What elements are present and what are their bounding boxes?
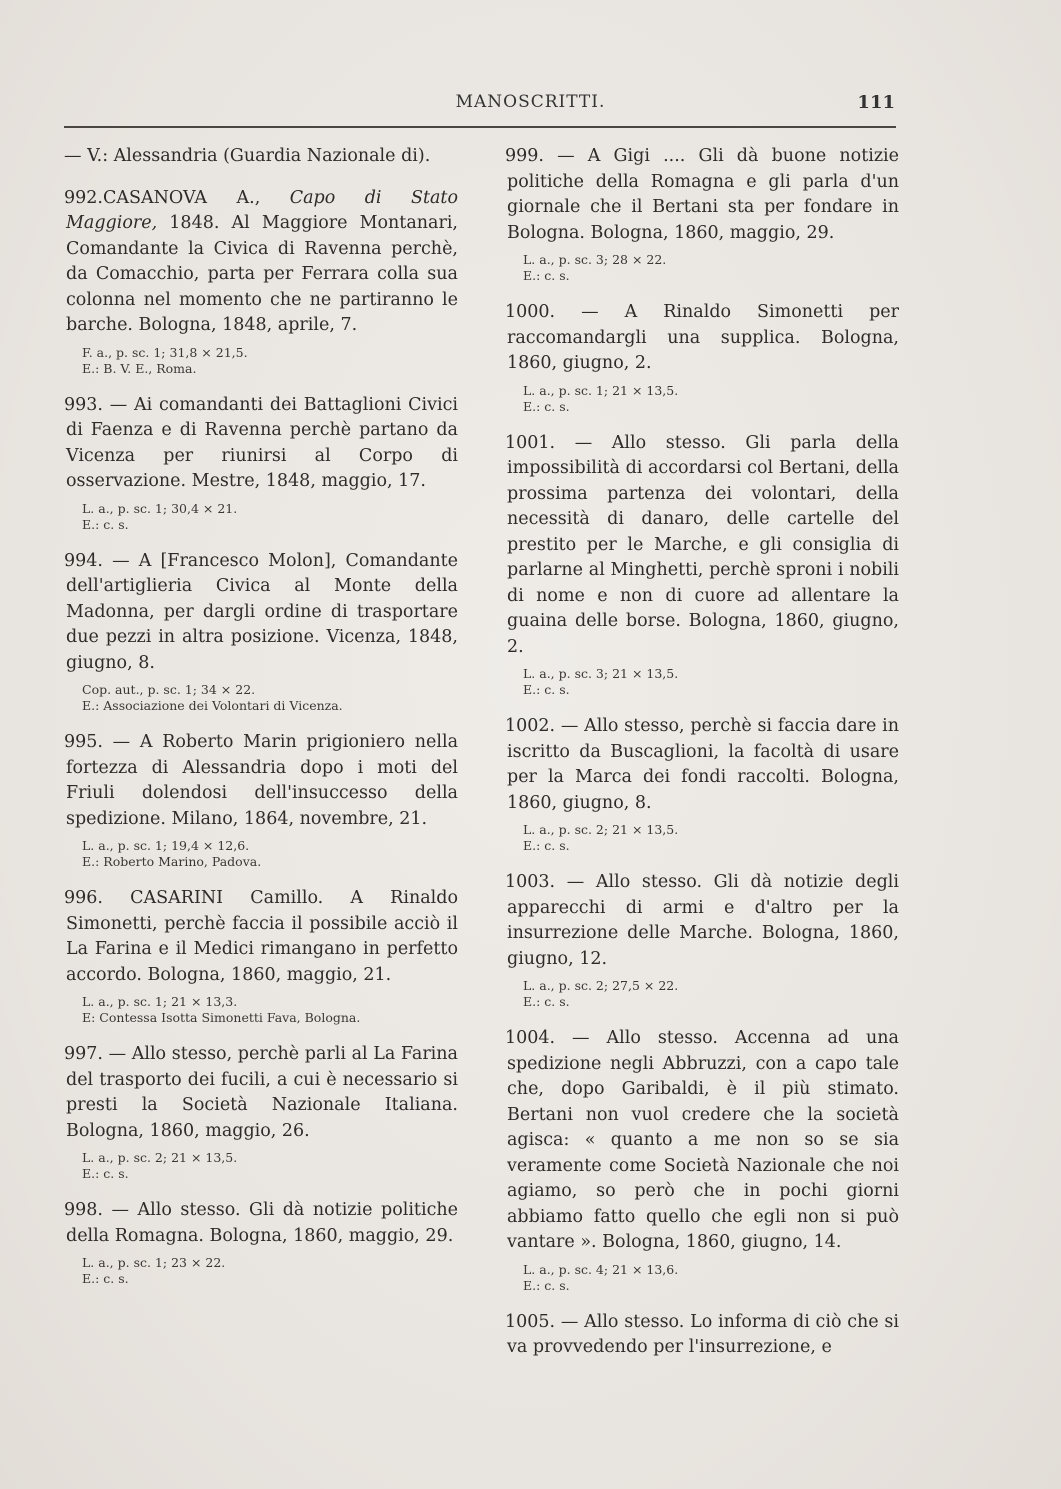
entry-body: — Allo stesso. Gli dà notizie degli apparecchi di armi e d'altro per la insurrezione delle Marche. Bologna, 1860, giugno, 12. — [507, 872, 899, 969]
catalog-entry — [507, 431, 899, 699]
entry-number: 995. — [64, 732, 103, 752]
entry-meta — [66, 994, 458, 1026]
entry-number: 1004. — [505, 1028, 556, 1048]
entry-text — [507, 870, 899, 972]
entry-meta-line: E.: c. s. — [82, 1271, 129, 1286]
entry-text — [507, 1310, 899, 1361]
entry-meta-line: L. a., p. sc. 1; 19,4 × 12,6. — [82, 838, 250, 853]
entry-meta-line: E.: c. s. — [82, 516, 129, 532]
entry-meta-line: E.: B. V. E., Roma. — [82, 360, 197, 376]
catalog-entry — [507, 1310, 899, 1361]
entry-meta — [507, 252, 899, 284]
catalog-entry — [66, 1042, 458, 1182]
running-title: MANOSCRITTI. — [455, 92, 606, 112]
entry-body: — V.: Alessandria (Guardia Nazionale di). — [64, 146, 431, 166]
entry-meta-line: E.: c. s. — [523, 1277, 570, 1293]
entry-meta-line: E.: c. s. — [523, 268, 570, 283]
catalog-entry — [66, 1198, 458, 1287]
entry-text — [66, 1042, 458, 1144]
entry-number: 1001. — [505, 432, 556, 453]
entry-meta-line: L. a., p. sc. 1; 21 × 13,3. — [82, 994, 238, 1009]
entry-number: 1000. — [505, 302, 556, 322]
entry-number: 997. — [64, 1044, 103, 1064]
entry-text — [66, 886, 458, 988]
entry-body: — Ai comandanti dei Battaglioni Civici di Faenza e di Ravenna perchè partano da Vicenza per riunirsi al Corpo di osservazione. Mestre, 1848, maggio, 17. — [66, 394, 458, 491]
entry-text — [66, 393, 458, 495]
entry-meta-line: E.: Roberto Marino, Padova. — [82, 854, 262, 869]
entry-meta-line: E.: c. s. — [523, 838, 570, 853]
catalog-entry — [66, 186, 458, 377]
entry-meta — [66, 1150, 458, 1182]
entry-meta-line: E.: c. s. — [82, 1166, 129, 1181]
entry-body: — Allo stesso. Gli dà notizie politiche della Romagna. Bologna, 1860, maggio, 29. — [66, 1200, 458, 1246]
entry-meta-line: E.: c. s. — [523, 398, 570, 414]
entry-meta — [507, 1262, 899, 1294]
catalog-entry — [66, 144, 458, 170]
entry-meta — [66, 1255, 458, 1287]
entry-text — [507, 1026, 899, 1256]
entry-meta-line: L. a., p. sc. 4; 21 × 13,6. — [523, 1261, 679, 1277]
entry-meta-line: F. a., p. sc. 1; 31,8 × 21,5. — [82, 344, 248, 360]
entry-body: CASARINI Camillo. A Rinaldo Simonetti, perchè faccia il possibile acciò il La Farina e il Medici rimangano in perfetto accordo. Bologna, 1860, maggio, 21. — [66, 888, 458, 985]
catalog-entry — [66, 393, 458, 533]
entry-text — [507, 714, 899, 816]
entry-text — [507, 144, 899, 246]
entry-number: 994. — [64, 550, 103, 571]
entry-meta-line: L. a., p. sc. 2; 27,5 × 22. — [523, 978, 679, 993]
entry-meta — [66, 682, 458, 714]
entry-body: — A Gigi .... Gli dà buone notizie politiche della Romagna e gli parla d'un giornale che il Bertani sta per fondare in Bologna. Bologna, 1860, maggio, 29. — [507, 146, 899, 243]
catalog-entry — [66, 730, 458, 870]
entry-body: — A [Francesco Molon], Comandante dell'artiglieria Civica al Monte della Madonna, per dargli ordine di trasportare due pezzi in altra posizione. Vicenza, 1848, giugno, 8. — [66, 550, 458, 673]
entry-body: — Allo stesso, perchè parli al La Farina del trasporto dei fucili, a cui è necessario si presti la Società Nazionale Italiana. Bologna, 1860, maggio, 26. — [66, 1044, 458, 1141]
entry-meta — [507, 666, 899, 698]
entry-body: — Allo stesso. Accenna ad una spedizione negli Abbruzzi, con a capo tale che, dopo Garibaldi, è il più stimato. Bertani non vuol credere che la società agisca: « quanto a me non so se sia veramente come Società Nazionale che noi agiamo, so però che in pochi giorni abbiamo fatto quello che egli non si può vantare ». Bologna, 1860, giugno, 14. — [507, 1028, 899, 1252]
entry-text — [66, 1198, 458, 1249]
catalog-entry — [66, 549, 458, 715]
entry-number: 1002. — [505, 716, 556, 736]
entry-text — [66, 144, 458, 170]
entry-text — [66, 730, 458, 832]
catalog-entry — [507, 1026, 899, 1294]
entry-meta-line: L. a., p. sc. 3; 28 × 22. — [523, 252, 667, 267]
entry-meta-line: L. a., p. sc. 1; 21 × 13,5. — [523, 382, 679, 398]
entry-meta-line: L. a., p. sc. 3; 21 × 13,5. — [523, 666, 679, 681]
entry-number: 996. — [64, 888, 103, 908]
left-column — [66, 144, 458, 1303]
entry-meta — [507, 978, 899, 1010]
entry-body: — A Roberto Marin prigioniero nella fortezza di Alessandria dopo i moti del Friuli dolendosi dell'insuccesso della spedizione. Milano, 1864, novembre, 21. — [66, 732, 458, 829]
catalog-entry — [507, 714, 899, 854]
entry-body: — A Rinaldo Simonetti per raccomandargli una supplica. Bologna, 1860, giugno, 2. — [507, 302, 899, 373]
entry-body: — Allo stesso, perchè si faccia dare in iscritto da Buscaglioni, la facoltà di usare per la Marca dei fondi raccolti. Bologna, 1860, giugno, 8. — [507, 716, 899, 813]
entry-meta-line: L. a., p. sc. 1; 30,4 × 21. — [82, 500, 238, 516]
entry-meta — [507, 822, 899, 854]
catalog-entry — [507, 870, 899, 1010]
entry-body: — Allo stesso. Gli parla della impossibilità di accordarsi col Bertani, della prossima partenza dei volontari, della necessità di danaro, delle cartelle del prestito per le Marche, e gli consiglia di parlarne al Minghetti, perchè sproni i nobili di nome e non di cuore ad allentare la guaina delle borse. Bologna, 1860, giugno, 2. — [507, 432, 899, 657]
entry-text — [66, 186, 458, 339]
entry-meta — [66, 838, 458, 870]
entry-meta-line: E.: Associazione dei Volontari di Vicenza. — [82, 698, 343, 713]
catalog-entry — [507, 300, 899, 415]
catalog-entry — [66, 886, 458, 1026]
entry-meta-line: L. a., p. sc. 2; 21 × 13,5. — [82, 1150, 238, 1165]
entry-text — [66, 549, 458, 677]
entry-number: 993. — [64, 394, 103, 415]
entry-meta-line: Cop. aut., p. sc. 1; 34 × 22. — [82, 682, 256, 697]
entry-number: 998. — [64, 1200, 103, 1220]
entry-number: 1005. — [505, 1311, 556, 1332]
entry-text — [507, 431, 899, 661]
entry-number: 992. — [64, 187, 103, 208]
entry-meta — [507, 383, 899, 415]
entry-body: 1848. Al Maggiore Montanari, Comandante la Civica di Ravenna perchè, da Comacchio, parta per Ferrara colla sua colonna nel momento che ne partiranno le barche. Bologna, 1848, aprile, 7. — [66, 213, 458, 335]
header-rule — [64, 126, 896, 128]
entry-meta-line: E.: c. s. — [523, 682, 570, 697]
entry-author-title: Capo di Stato Maggiore, — [66, 187, 458, 233]
entry-meta-line: E.: c. s. — [523, 994, 570, 1009]
right-column — [507, 144, 899, 1377]
entry-body: — Allo stesso. Lo informa di ciò che si va provvedendo per l'insurrezione, e — [507, 1311, 899, 1357]
catalog-entry — [507, 144, 899, 284]
entry-meta-line: L. a., p. sc. 2; 21 × 13,5. — [523, 822, 679, 837]
entry-text — [507, 300, 899, 377]
entry-meta-line: L. a., p. sc. 1; 23 × 22. — [82, 1255, 226, 1270]
entry-meta — [66, 501, 458, 533]
entry-author: CASANOVA A., — [102, 187, 290, 208]
entry-number: 1003. — [505, 872, 556, 892]
page-number: 111 — [857, 92, 895, 113]
entry-number: 999. — [505, 146, 544, 166]
entry-meta — [66, 345, 458, 377]
entry-meta-line: E: Contessa Isotta Simonetti Fava, Bologna. — [82, 1010, 361, 1025]
